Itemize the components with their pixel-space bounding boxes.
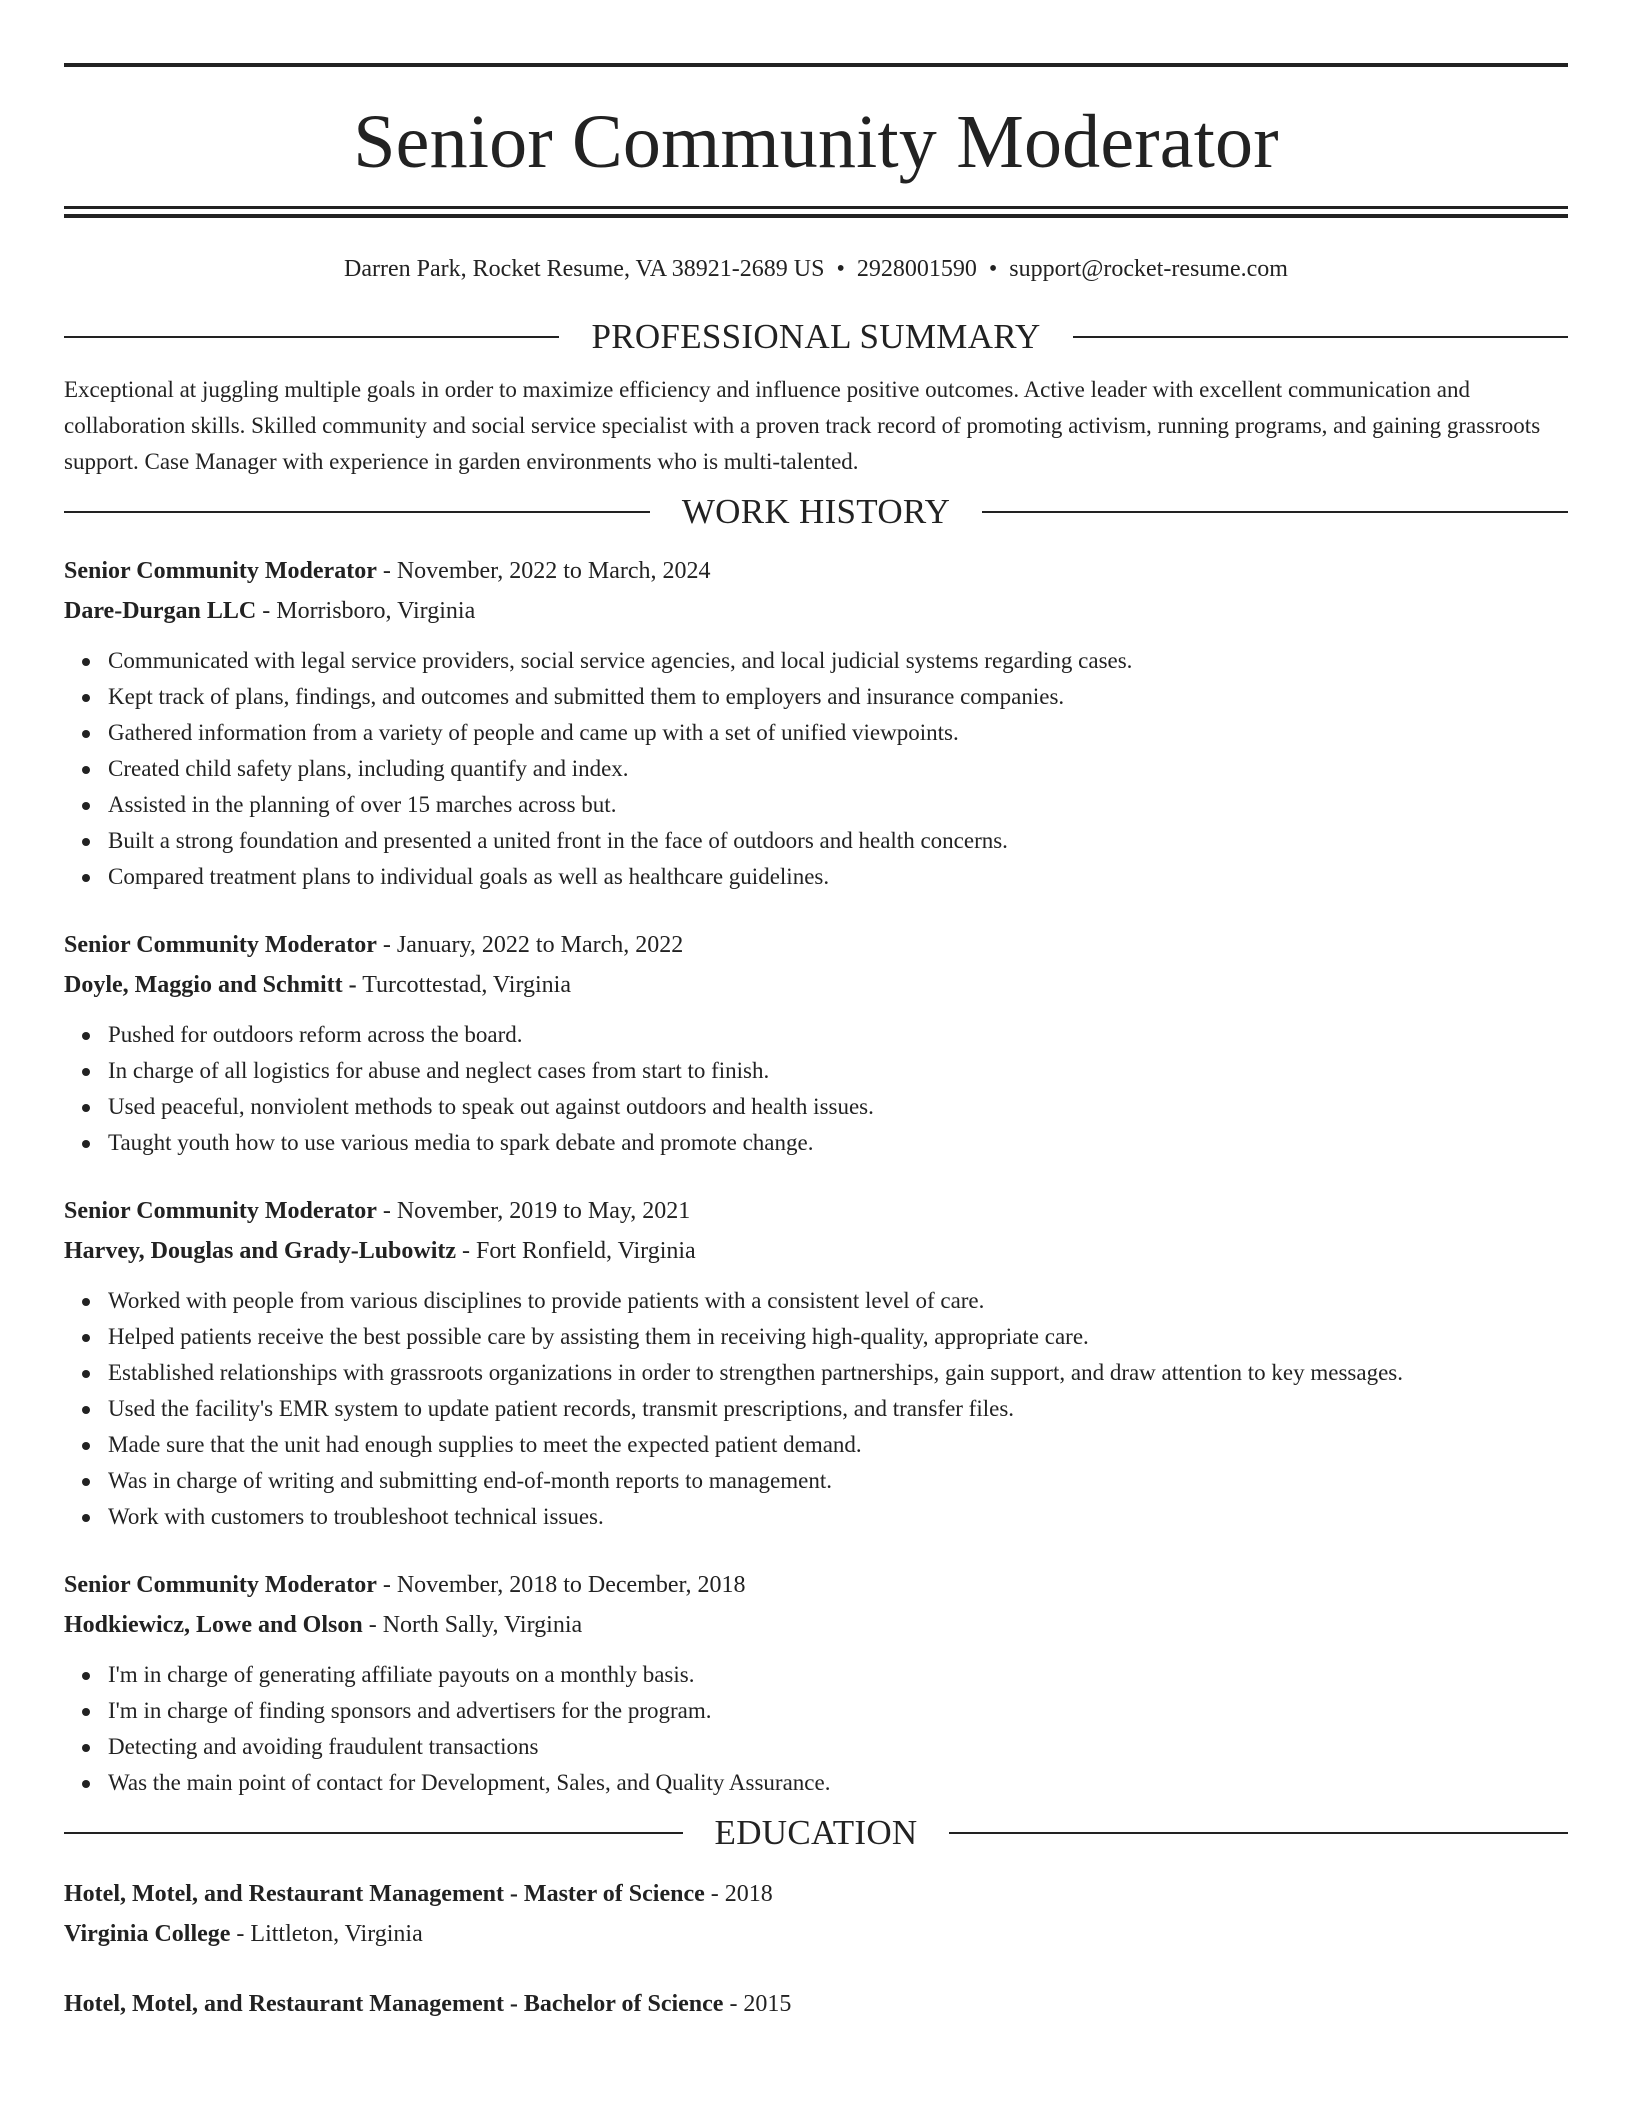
job-title: Senior Community Moderator	[64, 932, 377, 958]
job-bullet: Taught youth how to use various media to spark debate and promote change.	[108, 1125, 1568, 1161]
resume-title: Senior Community Moderator	[353, 100, 1279, 184]
header-top-rule	[64, 63, 1568, 67]
summary-text: Exceptional at juggling multiple goals in order to maximize efficiency and influence positive outcomes. Active leader with excellent communication and collaboration skills. Skilled community and social service specialist with a proven track record of promoting activism, running programs, and gaining grassroots support. Case Manager with experience in garden environments who is multi-talented.	[64, 377, 1541, 474]
contact-separator: •	[988, 256, 998, 282]
job-bullets	[64, 1017, 1568, 1161]
job-location: - North Sally, Virginia	[362, 1612, 583, 1638]
job-bullet: Communicated with legal service providers, social service agencies, and local judicial systems regarding cases.	[108, 643, 1568, 679]
education-school: Virginia College	[64, 1921, 231, 1947]
job-entry	[64, 551, 1568, 895]
job-location: - Fort Ronfield, Virginia	[456, 1238, 696, 1264]
job-dates: - November, 2022 to March, 2024	[376, 558, 711, 584]
job-bullet: I'm in charge of generating affiliate payouts on a monthly basis.	[108, 1657, 1568, 1693]
education-school-line	[64, 1914, 1568, 1954]
job-title-line	[64, 551, 1568, 591]
job-bullet: Used peaceful, nonviolent methods to speak out against outdoors and health issues.	[108, 1089, 1568, 1125]
contact-phone: 2928001590	[856, 256, 977, 282]
job-bullet: Created child safety plans, including quantify and index.	[108, 751, 1568, 787]
heading-rule-left	[64, 511, 650, 513]
job-bullets	[64, 643, 1568, 895]
job-bullet: Was in charge of writing and submitting end-of-month reports to management.	[108, 1463, 1568, 1499]
job-company-line	[64, 591, 1568, 631]
contact-separator: •	[836, 256, 845, 282]
heading-rule-left	[64, 1832, 683, 1834]
heading-rule-right	[1073, 336, 1568, 338]
job-entry	[64, 1565, 1568, 1801]
work-history-heading	[64, 492, 1568, 532]
job-bullet: Detecting and avoiding fraudulent transactions	[108, 1729, 1568, 1765]
job-bullet: Helped patients receive the best possible care by assisting them in receiving high-quality, appropriate care.	[108, 1319, 1568, 1355]
job-bullet: Was the main point of contact for Development, Sales, and Quality Assurance.	[108, 1765, 1568, 1801]
summary-heading-label: PROFESSIONAL SUMMARY	[591, 317, 1041, 356]
heading-rule-left	[64, 336, 559, 338]
job-location: Turcottestad, Virginia	[356, 972, 572, 998]
job-dates: - November, 2018 to December, 2018	[376, 1572, 746, 1598]
job-bullet: In charge of all logistics for abuse and neglect cases from start to finish.	[108, 1053, 1568, 1089]
job-title: Senior Community Moderator	[64, 558, 377, 584]
job-location: - Morrisboro, Virginia	[256, 598, 476, 624]
job-bullet: Compared treatment plans to individual goals as well as healthcare guidelines.	[108, 859, 1568, 895]
job-title: Senior Community Moderator	[64, 1572, 377, 1598]
header-double-rule	[64, 206, 1568, 218]
education-entry	[64, 1984, 1568, 2024]
job-bullet: Made sure that the unit had enough supplies to meet the expected patient demand.	[108, 1427, 1568, 1463]
contact-line	[64, 254, 1568, 284]
job-company: Hodkiewicz, Lowe and Olson	[64, 1612, 363, 1638]
job-entry	[64, 1191, 1568, 1535]
education-location: - Littleton, Virginia	[230, 1921, 423, 1947]
job-entry	[64, 925, 1568, 1161]
work-history-heading-label: WORK HISTORY	[681, 492, 951, 531]
job-bullet: Worked with people from various disciplines to provide patients with a consistent level of care.	[108, 1283, 1568, 1319]
job-company-line	[64, 965, 1568, 1005]
job-company-line	[64, 1605, 1568, 1645]
education-degree-line	[64, 1874, 1568, 1914]
job-bullet: Gathered information from a variety of people and came up with a set of unified viewpoints.	[108, 715, 1568, 751]
education-heading-label: EDUCATION	[714, 1813, 918, 1852]
job-dates: - November, 2019 to May, 2021	[376, 1198, 691, 1224]
education-degree: Hotel, Motel, and Restaurant Management - Bachelor of Science	[64, 1991, 724, 2017]
job-title: Senior Community Moderator	[64, 1198, 377, 1224]
job-bullet: Built a strong foundation and presented a united front in the face of outdoors and health concerns.	[108, 823, 1568, 859]
job-bullet: Used the facility's EMR system to update patient records, transmit prescriptions, and transfer files.	[108, 1391, 1568, 1427]
job-company: Dare-Durgan LLC	[64, 598, 257, 624]
education-degree: Hotel, Motel, and Restaurant Management - Master of Science	[64, 1881, 705, 1907]
job-bullets	[64, 1657, 1568, 1801]
job-title-line	[64, 1565, 1568, 1605]
job-company-line	[64, 1231, 1568, 1271]
job-bullets	[64, 1283, 1568, 1535]
contact-address: Darren Park, Rocket Resume, VA 38921-2689 US	[344, 256, 825, 282]
education-entry	[64, 1874, 1568, 1954]
education-year: - 2015	[723, 1991, 792, 2017]
job-bullet: Work with customers to troubleshoot technical issues.	[108, 1499, 1568, 1535]
job-title-line	[64, 1191, 1568, 1231]
education-degree-line	[64, 1984, 1568, 2024]
heading-rule-right	[982, 511, 1568, 513]
resume-page	[64, 0, 1568, 2024]
education-heading	[64, 1813, 1568, 1853]
job-company: Harvey, Douglas and Grady-Lubowitz	[64, 1238, 457, 1264]
job-bullet: Established relationships with grassroots organizations in order to strengthen partnerships, gain support, and draw attention to key messages.	[108, 1355, 1568, 1391]
job-bullet: Pushed for outdoors reform across the board.	[108, 1017, 1568, 1053]
job-bullet: Assisted in the planning of over 15 marches across but.	[108, 787, 1568, 823]
summary-heading	[64, 317, 1568, 357]
job-dates: - January, 2022 to March, 2022	[376, 932, 684, 958]
job-company: Doyle, Maggio and Schmitt -	[64, 972, 357, 998]
job-title-line	[64, 925, 1568, 965]
education-year: - 2018	[704, 1881, 773, 1907]
job-bullet: I'm in charge of finding sponsors and advertisers for the program.	[108, 1693, 1568, 1729]
contact-email: support@rocket-resume.com	[1009, 256, 1288, 282]
heading-rule-right	[949, 1832, 1568, 1834]
job-bullet: Kept track of plans, findings, and outcomes and submitted them to employers and insurance companies.	[108, 679, 1568, 715]
